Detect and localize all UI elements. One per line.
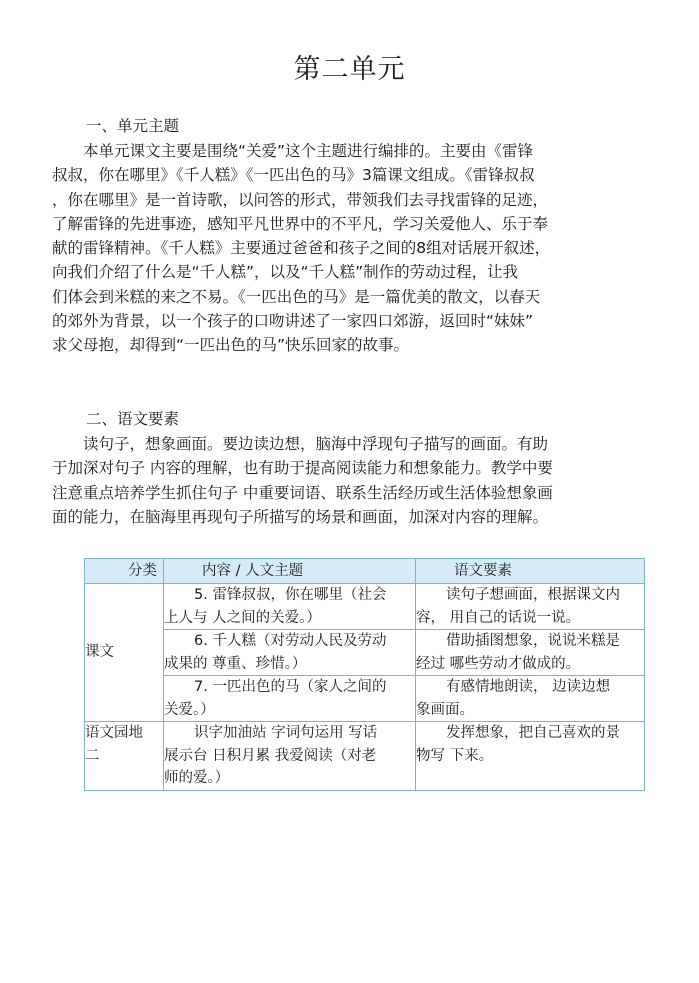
- content-cell: 7. 一匹出色的马（家人之间的 关爱。）: [164, 676, 416, 722]
- element-cell: 有感情地朗读， 边读边想 象画面。: [416, 676, 645, 722]
- paragraph-line: 求父母抱，却得到“一匹出色的马”快乐回家的故事。: [52, 336, 410, 355]
- paragraph-line: 读句子，想象画面。要边读边想，脑海中浮现句子描写的画面。有助: [52, 435, 549, 453]
- paragraph-line: 于加深对句子 内容的理解，也有助于提高阅读能力和想象能力。教学中要: [52, 459, 553, 478]
- paragraph-line: ，你在哪里》是一首诗歌，以问答的形式，带领我们去寻找雷锋的足迹，: [52, 190, 549, 209]
- paragraph-line: 本单元课文主要是围绕“关爱”这个主题进行编排的。主要由《雷锋: [52, 142, 534, 160]
- table-row: [85, 676, 645, 722]
- section-heading-language-elements: 二、语文要素: [86, 410, 180, 428]
- paragraph-line: 面的能力，在脑海里再现句子所描写的场景和画面，加深对内容的理解。: [52, 507, 549, 526]
- element-cell: 读句子想画面，根据课文内 容， 用自己的话说一说。: [416, 584, 645, 630]
- paragraph-line: 叔叔，你在哪里》《千人糕》《一匹出色的马》3篇课文组成。《雷锋叔叔: [52, 166, 535, 185]
- paragraph-line: 的郊外为背景，以一个孩子的口吻讲述了一家四口郊游，返回时“妹妹”: [52, 312, 534, 331]
- paragraph-line: 们体会到米糕的来之不易。《一匹出色的马》是一篇优美的散文，以春天: [52, 287, 541, 306]
- element-cell: 发挥想象，把自己喜欢的景 物写 下来。: [416, 722, 645, 791]
- header-category: 分类: [85, 559, 164, 584]
- paragraph-line: 献的雷锋精神。《千人糕》主要通过爸爸和孩子之间的8组对话展开叙述，: [52, 239, 551, 258]
- category-yuandi: 语文园地 二: [85, 722, 164, 791]
- paragraph-line: 了解雷锋的先进事迹，感知平凡世界中的不平凡，学习关爱他人、乐于奉: [52, 214, 549, 233]
- category-kewen: 课文: [85, 584, 164, 722]
- table-row: [85, 584, 645, 630]
- table-row: [85, 722, 645, 791]
- table-header-row: [85, 559, 645, 584]
- table-row: [85, 630, 645, 676]
- content-cell: 识字加油站 字词句运用 写话 展示台 日积月累 我爱阅读（对老 师的爱。）: [164, 722, 416, 791]
- content-table: [84, 558, 645, 791]
- page-title: 第二单元: [293, 54, 406, 85]
- content-cell: 6. 千人糕（对劳动人民及劳动 成果的 尊重、珍惜。）: [164, 630, 416, 676]
- unit-table: [84, 558, 644, 791]
- section-heading-unit-theme: 一、单元主题: [86, 117, 180, 135]
- language-elements-paragraph: [52, 432, 652, 529]
- paragraph-line: 注意重点培养学生抓住句子 中重要词语、联系生活经历或生活体验想象画: [52, 483, 553, 502]
- unit-theme-paragraph: [52, 139, 652, 358]
- paragraph-line: 向我们介绍了什么是“千人糕”，以及“千人糕”制作的劳动过程，让我: [52, 263, 519, 282]
- header-content: 内容 / 人文主题: [164, 559, 416, 584]
- content-cell: 5. 雷锋叔叔，你在哪里（社会 上人与 人之间的关爱。）: [164, 584, 416, 630]
- header-element: 语文要素: [416, 559, 645, 584]
- element-cell: 借助插图想象，说说米糕是 经过 哪些劳动才做成的。: [416, 630, 645, 676]
